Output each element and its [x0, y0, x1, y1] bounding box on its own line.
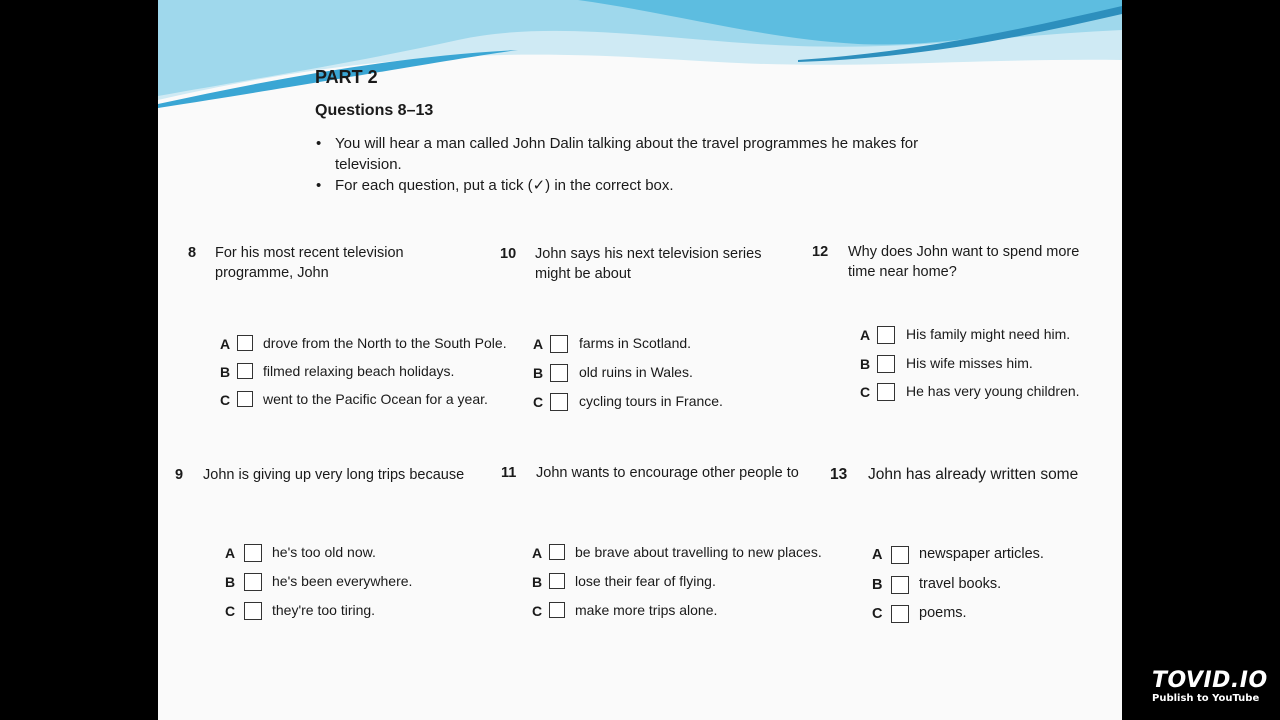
option-text: went to the Pacific Ocean for a year. [263, 391, 488, 407]
tick-box[interactable] [244, 573, 262, 591]
option-text: he's been everywhere. [272, 573, 413, 589]
option-letter: C [225, 603, 236, 619]
option-letter: C [533, 394, 544, 410]
question-stem: John says his next television series might be about [535, 246, 762, 282]
question-stem: John wants to encourage other people to [536, 465, 799, 481]
tick-box[interactable] [549, 573, 565, 589]
question-stem: John has already written some [868, 466, 1079, 483]
tick-box[interactable] [244, 602, 262, 620]
option-text: His family might need him. [906, 326, 1071, 342]
tick-box[interactable] [891, 605, 909, 623]
option-text: make more trips alone. [575, 602, 718, 618]
question-number: 9 [175, 467, 184, 483]
tick-box[interactable] [891, 576, 909, 594]
instructions-list [315, 133, 995, 196]
tick-box[interactable] [891, 546, 909, 564]
option-letter: A [533, 336, 544, 352]
watermark-brand: TOVID.IO [1152, 668, 1268, 693]
question-number: 8 [188, 245, 197, 261]
tick-box[interactable] [877, 326, 895, 344]
option-letter: B [533, 365, 544, 381]
tick-box[interactable] [549, 602, 565, 618]
option-letter: B [860, 356, 871, 372]
option-text: travel books. [919, 576, 1002, 592]
option-letter: A [220, 336, 231, 352]
option-text: His wife misses him. [906, 355, 1033, 371]
question-stem: Why does John want to spend more time near home? [848, 244, 1080, 280]
option-letter: B [532, 574, 543, 590]
question-number: 12 [812, 244, 829, 260]
question-stem: John is giving up very long trips because [203, 467, 465, 483]
watermark-tagline: Publish to YouTube [1152, 693, 1260, 704]
option-text: he's too old now. [272, 544, 376, 560]
option-text: they're too tiring. [272, 602, 376, 618]
tovid-watermark-logo [1152, 670, 1268, 704]
part-title: PART 2 [315, 67, 378, 87]
option-text: He has very young children. [906, 383, 1080, 399]
tick-box[interactable] [550, 335, 568, 353]
option-letter: B [220, 364, 231, 380]
question-stem: For his most recent television programme, John [215, 245, 404, 281]
option-text: old ruins in Wales. [579, 364, 693, 380]
option-text: lose their fear of flying. [575, 573, 716, 589]
question-number: 11 [501, 465, 517, 481]
tick-box[interactable] [549, 544, 565, 560]
tick-box[interactable] [237, 335, 253, 351]
instruction-item: • You will hear a man called John Dalin talking about the travel programmes he makes for television. [315, 133, 975, 175]
option-letter: C [860, 384, 871, 400]
worksheet-page [158, 0, 1122, 720]
option-letter: A [860, 327, 871, 343]
question-number: 13 [830, 466, 848, 483]
option-text: newspaper articles. [919, 546, 1044, 562]
option-text: filmed relaxing beach holidays. [263, 363, 455, 379]
option-letter: A [872, 547, 883, 563]
tick-box[interactable] [550, 393, 568, 411]
tick-box[interactable] [237, 363, 253, 379]
decorative-wave-banner [158, 0, 1122, 120]
instruction-item: • For each question, put a tick (✓) in the correct box. [315, 175, 995, 196]
option-letter: A [532, 545, 543, 561]
option-letter: B [872, 577, 883, 593]
tick-box[interactable] [877, 383, 895, 401]
tick-box[interactable] [237, 391, 253, 407]
option-letter: C [872, 606, 883, 622]
question-number: 10 [500, 246, 517, 262]
option-text: be brave about travelling to new places. [575, 544, 822, 560]
option-letter: B [225, 574, 236, 590]
option-letter: C [220, 392, 231, 408]
tick-box[interactable] [244, 544, 262, 562]
option-text: cycling tours in France. [579, 393, 723, 409]
option-text: drove from the North to the South Pole. [263, 335, 507, 351]
option-text: farms in Scotland. [579, 335, 692, 351]
option-text: poems. [919, 605, 967, 621]
tick-box[interactable] [877, 355, 895, 373]
option-letter: C [532, 603, 543, 619]
questions-range-heading: Questions 8–13 [315, 102, 434, 119]
option-letter: A [225, 545, 236, 561]
tick-box[interactable] [550, 364, 568, 382]
